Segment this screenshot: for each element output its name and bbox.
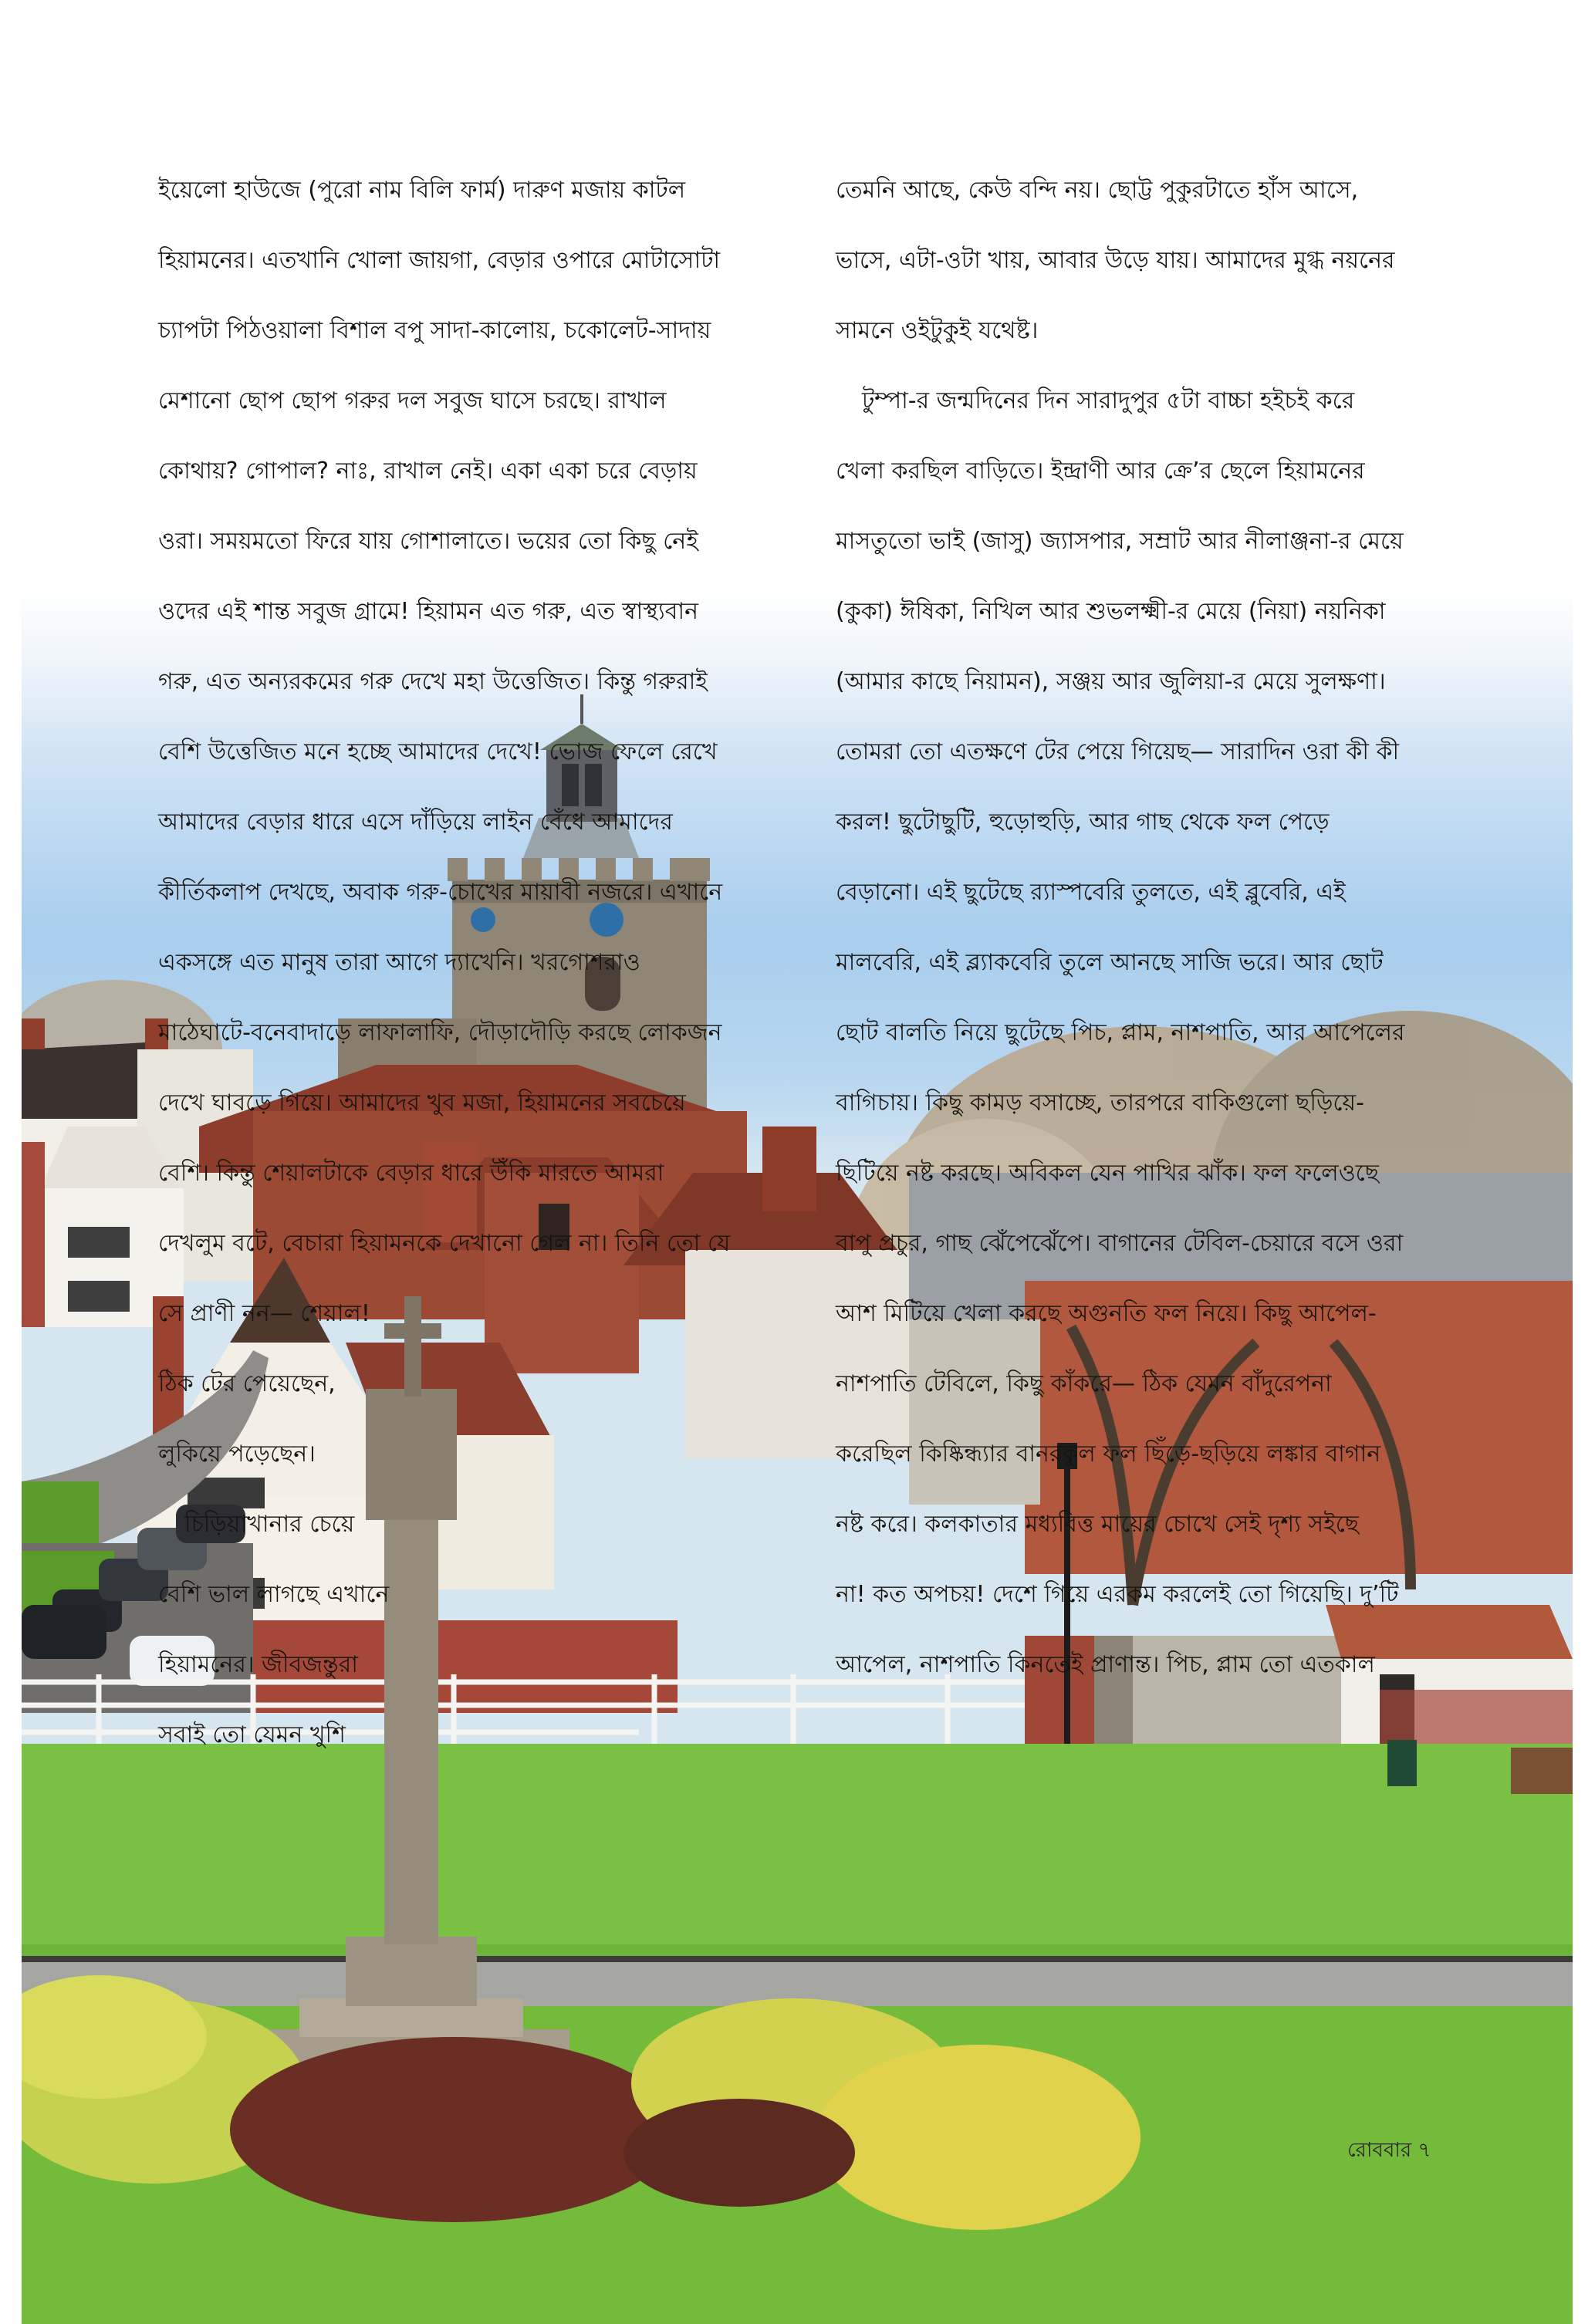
text-line: ওরা। সময়মতো ফিরে যায় গোশালাতে। ভয়ের তো কিছু নেই xyxy=(158,527,698,555)
text-line: হিয়ামনের। জীবজন্তুরা xyxy=(158,1650,358,1678)
text-line: বেড়ানো। এই ছুটেছে র‍্যাস্পবেরি তুলতে, এই ব্লুবেরি, এই xyxy=(836,878,1346,906)
text-line: ভাসে, এটা-ওটা খায়, আবার উড়ে যায়। আমাদের মুগ্ধ নয়নের xyxy=(836,246,1395,274)
text-line: ইয়েলো হাউজে (পুরো নাম বিলি ফার্ম) দারুণ মজায় কাটল xyxy=(158,176,686,204)
text-line: করল! ছুটোছুটি, হুড়োহুড়ি, আর গাছ থেকে ফল পেড়ে xyxy=(836,808,1330,836)
text-line: বেশি। কিন্তু শেয়ালটাকে বেড়ার ধারে উঁকি মারতে আমরা xyxy=(158,1159,664,1187)
text-line: ঠিক টের পেয়েছেন, xyxy=(158,1370,336,1397)
text-line: মাঠেঘাটে-বনেবাদাড়ে লাফালাফি, দৌড়াদৌড়ি করছে লোকজন xyxy=(158,1018,722,1046)
text-line: বাপু প্রচুর, গাছ ঝেঁপেঝেঁপে। বাগানের টেবিল-চেয়ারে বসে ওরা xyxy=(836,1229,1404,1257)
text-line: ওদের এই শান্ত সবুজ গ্রামে! হিয়ামন এত গরু, এত স্বাস্থ্যবান xyxy=(158,597,699,625)
text-line: দেখে ঘাবড়ে গিয়ে। আমাদের খুব মজা, হিয়ামনের সবচেয়ে xyxy=(158,1089,686,1116)
text-line: সামনে ওইটুকুই যথেষ্ট। xyxy=(836,316,1039,344)
text-line: করেছিল কিষ্কিন্ধ্যার বানরকুল ফল ছিঁড়ে-ছড়িয়ে লঙ্কার বাগান xyxy=(836,1440,1381,1468)
text-line: চিড়িয়াখানার চেয়ে xyxy=(184,1510,355,1538)
text-line: টুম্পা-র জন্মদিনের দিন সারাদুপুর ৫টা বাচ্চা হইচই করে xyxy=(862,387,1355,414)
text-line: গরু, এত অন্যরকমের গরু দেখে মহা উত্তেজিত। কিন্তু গরুরাই xyxy=(158,667,708,695)
text-line: কীর্তিকলাপ দেখছে, অবাক গরু-চোখের মায়াবী নজরে। এখানে xyxy=(158,878,723,906)
text-line: নাশপাতি টেবিলে, কিছু কাঁকরে— ঠিক যেমন বাঁদুরেপনা xyxy=(836,1370,1332,1397)
text-line: আমাদের বেড়ার ধারে এসে দাঁড়িয়ে লাইন বেঁধে আমাদের xyxy=(158,808,673,836)
text-line: সবাই তো যেমন খুশি xyxy=(158,1721,346,1748)
text-line: তেমনি আছে, কেউ বন্দি নয়। ছোট্ট পুকুরটাতে হাঁস আসে, xyxy=(836,176,1359,204)
text-line: ছোট বালতি নিয়ে ছুটেছে পিচ, প্লাম, নাশপাতি, আর আপেলের xyxy=(836,1018,1405,1046)
page-folio: রোববার ৭ xyxy=(1347,2139,1431,2162)
text-line: একসঙ্গে এত মানুষ তারা আগে দ্যাখেনি। খরগোশরাও xyxy=(158,948,640,976)
text-line: খেলা করছিল বাড়িতে। ইন্দ্রাণী আর ক্রে’র ছেলে হিয়ামনের xyxy=(836,457,1365,485)
text-line: ছিটিয়ে নষ্ট করছে। অবিকল যেন পাখির ঝাঁক। ফল ফলেওছে xyxy=(836,1159,1379,1187)
text-column-right xyxy=(836,137,1453,1718)
text-line: লুকিয়ে পড়েছেন। xyxy=(158,1440,316,1468)
text-line: (আমার কাছে নিয়ামন), সঞ্জয় আর জুলিয়া-র মেয়ে সুলক্ষণা। xyxy=(836,667,1386,695)
text-line: চ্যাপটা পিঠওয়ালা বিশাল বপু সাদা-কালোয়, চকোলেট-সাদায় xyxy=(158,316,711,344)
text-line: হিয়ামনের। এতখানি খোলা জায়গা, বেড়ার ওপারে মোটাসোটা xyxy=(158,246,721,274)
text-line: আপেল, নাশপাতি কিনতেই প্রাণান্ত। পিচ, প্লাম তো এতকাল xyxy=(836,1650,1375,1678)
text-line: আশ মিটিয়ে খেলা করছে অগুনতি ফল নিয়ে। কিছু আপেল- xyxy=(836,1299,1377,1327)
text-line: সে প্রাণী নন— শেয়াল! xyxy=(158,1299,370,1327)
text-line: তোমরা তো এতক্ষণে টের পেয়ে গিয়েছ— সারাদিন ওরা কী কী xyxy=(836,738,1400,765)
text-line: বেশি উত্তেজিত মনে হচ্ছে আমাদের দেখে! ভোজ ফেলে রেখে xyxy=(158,738,718,765)
text-line: না! কত অপচয়! দেশে গিয়ে এরকম করলেই তো গিয়েছি। দু’টি xyxy=(836,1580,1399,1608)
text-line: মেশানো ছোপ ছোপ গরুর দল সবুজ ঘাসে চরছে। রাখাল xyxy=(158,387,667,414)
text-line: নষ্ট করে। কলকাতার মধ্যবিত্ত মায়ের চোখে সেই দৃশ্য সইছে xyxy=(836,1510,1359,1538)
text-line: বাগিচায়। কিছু কামড় বসাচ্ছে, তারপরে বাকিগুলো ছড়িয়ে- xyxy=(836,1089,1364,1116)
text-line: দেখলুম বটে, বেচারা হিয়ামনকে দেখানো গেল না। তিনি তো যে xyxy=(158,1229,731,1257)
text-line: মালবেরি, এই ব্ল্যাকবেরি তুলে আনছে সাজি ভরে। আর ছোট xyxy=(836,948,1384,976)
text-line: কোথায়? গোপাল? নাঃ, রাখাল নেই। একা একা চরে বেড়ায় xyxy=(158,457,698,485)
text-line: মাসতুতো ভাই (জাসু) জ্যাসপার, সম্রাট আর নীলাঞ্জনা-র মেয়ে xyxy=(836,527,1404,555)
text-line: বেশি ভাল লাগছে এখানে xyxy=(158,1580,390,1608)
text-column-left xyxy=(158,137,776,1788)
text-line: (কুকা) ঈষিকা, নিখিল আর শুভলক্ষ্মী-র মেয়ে (নিয়া) নয়নিকা xyxy=(836,597,1386,625)
